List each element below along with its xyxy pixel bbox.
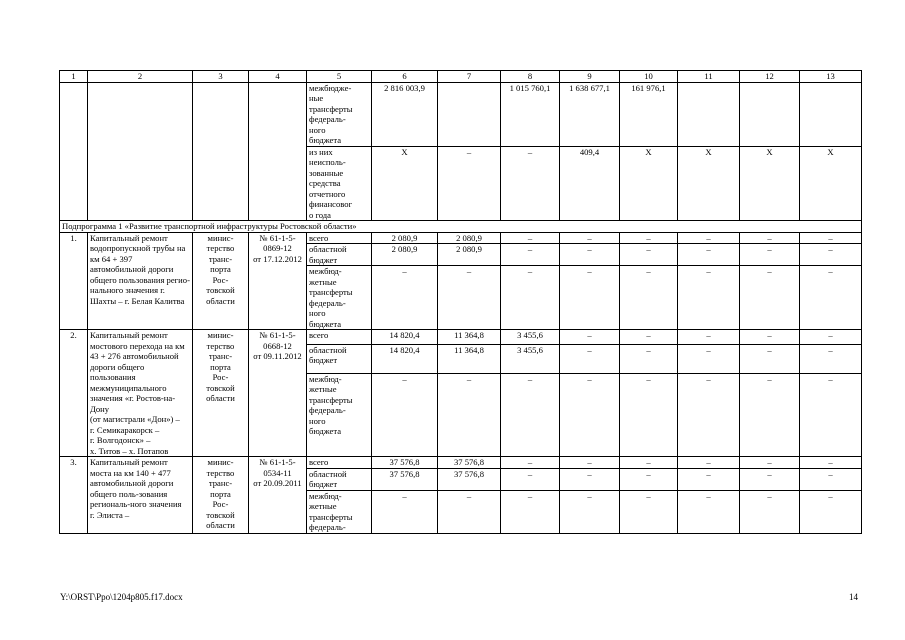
value-cell: – [800, 232, 862, 244]
item-number: 2. [60, 330, 88, 457]
item-number: 3. [60, 457, 88, 534]
value-cell: 1 015 760,1 [501, 82, 560, 146]
value-cell: – [372, 373, 438, 456]
value-cell: 37 576,8 [438, 457, 501, 469]
funding-type-cell: областной бюджет [307, 344, 372, 373]
value-cell: – [740, 457, 800, 469]
item-number: 1. [60, 232, 88, 330]
value-cell: – [678, 457, 740, 469]
value-cell: – [372, 490, 438, 533]
value-cell: – [501, 468, 560, 490]
value-cell: 409,4 [560, 146, 620, 221]
empty-cell [249, 82, 307, 221]
column-header: 10 [620, 71, 678, 83]
value-cell: X [800, 146, 862, 221]
value-cell [800, 82, 862, 146]
column-header: 4 [249, 71, 307, 83]
value-cell: – [740, 344, 800, 373]
value-cell: – [678, 490, 740, 533]
value-cell: – [438, 146, 501, 221]
value-cell: 37 576,8 [372, 468, 438, 490]
value-cell: 2 080,9 [372, 232, 438, 244]
value-cell: – [620, 266, 678, 330]
value-cell: – [560, 468, 620, 490]
value-cell: – [501, 490, 560, 533]
subprogram-title: Подпрограмма 1 «Развитие транспортной инфраструктуры Ростовской области» [60, 221, 862, 233]
table-row [60, 82, 862, 146]
value-cell [438, 82, 501, 146]
item-ministry: минис- терство транс- порта Рос- товской области [193, 232, 249, 330]
funding-type-cell: областной бюджет [307, 244, 372, 266]
value-cell: – [740, 244, 800, 266]
item-document: № 61-1-5- 0534-11 от 20.09.2011 [249, 457, 307, 534]
funding-type-cell: межбюдже- ные трансферты федераль- ного бюджета [307, 82, 372, 146]
value-cell: – [560, 330, 620, 345]
column-header: 11 [678, 71, 740, 83]
empty-cell [88, 82, 193, 221]
subprogram-row [60, 221, 862, 233]
column-header: 2 [88, 71, 193, 83]
funding-type-cell: всего [307, 330, 372, 345]
value-cell: – [620, 373, 678, 456]
item-document: № 61-1-5- 0869-12 от 17.12.2012 [249, 232, 307, 330]
value-cell [740, 82, 800, 146]
column-header: 9 [560, 71, 620, 83]
value-cell: – [800, 490, 862, 533]
value-cell: – [560, 244, 620, 266]
value-cell: – [740, 266, 800, 330]
column-header: 5 [307, 71, 372, 83]
value-cell: – [560, 344, 620, 373]
value-cell: 14 820,4 [372, 344, 438, 373]
value-cell: – [501, 232, 560, 244]
footer-file-path: Y:\ORST\Ppo\1204p805.f17.docx [60, 592, 183, 602]
value-cell: – [678, 373, 740, 456]
value-cell: 11 364,8 [438, 344, 501, 373]
funding-type-cell: областной бюджет [307, 468, 372, 490]
value-cell: 161 976,1 [620, 82, 678, 146]
value-cell: 2 816 003,9 [372, 82, 438, 146]
value-cell: – [800, 457, 862, 469]
value-cell: 1 638 677,1 [560, 82, 620, 146]
value-cell: – [620, 244, 678, 266]
value-cell: – [740, 490, 800, 533]
empty-cell [60, 82, 88, 221]
value-cell: – [678, 232, 740, 244]
value-cell: 3 455,6 [501, 330, 560, 345]
value-cell: – [501, 373, 560, 456]
table-row [60, 232, 862, 244]
value-cell: 3 455,6 [501, 344, 560, 373]
value-cell: X [372, 146, 438, 221]
value-cell: – [740, 232, 800, 244]
value-cell: – [620, 457, 678, 469]
value-cell: 37 576,8 [372, 457, 438, 469]
value-cell: – [620, 344, 678, 373]
value-cell: – [740, 373, 800, 456]
value-cell: – [501, 457, 560, 469]
value-cell: 11 364,8 [438, 330, 501, 345]
value-cell: – [501, 244, 560, 266]
value-cell: – [678, 330, 740, 345]
column-header: 8 [501, 71, 560, 83]
value-cell: – [800, 344, 862, 373]
value-cell: – [560, 266, 620, 330]
value-cell: – [740, 468, 800, 490]
value-cell: 2 080,9 [438, 232, 501, 244]
table-row [60, 457, 862, 469]
value-cell [678, 82, 740, 146]
item-name: Капитальный ремонт водопропускной трубы на км 64 + 397 автомобильной дороги общего пользования регио-нального значения г. Шахты – г. Белая Калитва [88, 232, 193, 330]
funding-type-cell: межбюд- жетные трансферты федераль- ного бюджета [307, 266, 372, 330]
table-row [60, 330, 862, 345]
header-row [60, 71, 862, 83]
column-header: 3 [193, 71, 249, 83]
value-cell: – [800, 330, 862, 345]
value-cell: 14 820,4 [372, 330, 438, 345]
column-header: 1 [60, 71, 88, 83]
value-cell: X [620, 146, 678, 221]
value-cell: 2 080,9 [372, 244, 438, 266]
funding-type-cell: межбюд- жетные трансферты федераль- [307, 490, 372, 533]
value-cell: 37 576,8 [438, 468, 501, 490]
value-cell: – [800, 468, 862, 490]
value-cell: – [438, 490, 501, 533]
funding-type-cell: из них неисполь- зованные средства отчетного финансовог о года [307, 146, 372, 221]
empty-cell [193, 82, 249, 221]
value-cell: – [800, 266, 862, 330]
value-cell: – [501, 146, 560, 221]
value-cell: 2 080,9 [438, 244, 501, 266]
budget-table [59, 70, 862, 534]
value-cell: – [438, 373, 501, 456]
item-ministry: минис- терство транс- порта Рос- товской области [193, 330, 249, 457]
value-cell: – [620, 330, 678, 345]
value-cell: – [620, 232, 678, 244]
value-cell: – [800, 244, 862, 266]
funding-type-cell: всего [307, 457, 372, 469]
value-cell: – [678, 468, 740, 490]
value-cell: – [678, 344, 740, 373]
item-document: № 61-1-5- 0668-12 от 09.11.2012 [249, 330, 307, 457]
item-ministry: минис- терство транс- порта Рос- товской области [193, 457, 249, 534]
value-cell: – [501, 266, 560, 330]
value-cell: – [740, 330, 800, 345]
value-cell: – [678, 266, 740, 330]
value-cell: – [560, 373, 620, 456]
value-cell: – [620, 468, 678, 490]
column-header: 6 [372, 71, 438, 83]
value-cell: – [560, 232, 620, 244]
value-cell: – [678, 244, 740, 266]
item-name: Капитальный ремонт моста на км 140 + 477 автомобильной дороги общего поль-зования региональ-ного значения г. Элиста – [88, 457, 193, 534]
value-cell: – [560, 490, 620, 533]
value-cell: X [740, 146, 800, 221]
column-header: 7 [438, 71, 501, 83]
item-name: Капитальный ремонт мостового перехода на км 43 + 276 автомобильной дороги общего пользования межмуниципального значения «г. Ростов-на-Дону (от магистрали «Дон») – г. Семикаракорск – г. Волгодонск» – х. Титов – х. Потапов [88, 330, 193, 457]
page-number: 14 [849, 592, 858, 602]
column-header: 12 [740, 71, 800, 83]
value-cell: – [560, 457, 620, 469]
funding-type-cell: межбюд- жетные трансферты федераль- ного бюджета [307, 373, 372, 456]
column-header: 13 [800, 71, 862, 83]
value-cell: – [620, 490, 678, 533]
value-cell: – [438, 266, 501, 330]
value-cell: – [800, 373, 862, 456]
funding-type-cell: всего [307, 232, 372, 244]
value-cell: X [678, 146, 740, 221]
value-cell: – [372, 266, 438, 330]
